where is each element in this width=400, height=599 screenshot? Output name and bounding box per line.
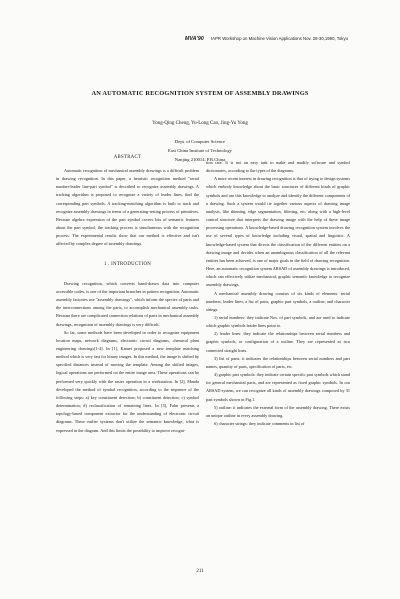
intro-paragraph-1: Drawing recognition, which converts hand-drawn data into computer accessible codes, is one of the important branches in pattern recognition. Automatic assembly factories use "assembly drawings", which inform the species of parts and the interconnections among the parts, to accomplish mechanical assembly tasks. Because there are complicated connection relations of parts in mechanical assembly drawings, recognition of assembly drawings is very difficult. xyxy=(56,280,199,327)
page-number: 211 xyxy=(196,569,204,574)
element-item-part-symbols: 4) graphic part symbols: they indicate certain specific part symbols which stand for general mechanical parts, and are represented as fixed graphic symbols. In our ARSAD system, we can recognize all kinds of assembly drawings composed by 31 part symbols shown in Fig.1. xyxy=(206,372,350,402)
right-paragraph-2: A mechanical assembly drawing consists of six kinds of elements: serial numbers, leader lines, a list of parts, graphic part symbols, a outline, and character strings. xyxy=(206,290,350,312)
running-header xyxy=(185,36,348,42)
abstract-text: Automatic recognition of mechanical assembly drawings is a difficult problem in drawing recognition. In this paper, a heuristic recognition method "serial number-leader line-part symbol" is described to recognize assembly drawings. A tracking algorithm is proposed to recognize a variety of leader lines, find the corresponding part symbols. A tracking-matching algorithm is built to track and recognize assembly drawings in terms of a generating-testing process of primitives. Because algebra expression of the part symbol covers lots of semantic features about the part symbol, the tracking process is simultaneous with the recognition process. The experimental results show that our method is effective and isn't affected by complex degree of assembly drawings. xyxy=(56,168,199,247)
right-paragraph-1: A more recent interest in drawing recognition is that of trying to design systems which embody knowledge about the basic structures of different kinds of graphic symbols and use this knowledge to analyze and identify the different components of a drawing. Such a system would tie together various aspects of drawing image analysis, like thinning, edge segmentation, filtering, etc. along with a high-level control structure that interprets the drawing image with the help of these image processing operations. A knowledge-based drawing recognition system involves the use of several types of knowledge including visual, spatial and linguistic. A knowledge-based system that directs the classification of the different entities on a drawing image and decides when an unambiguous classification of all the relevant entities has been achieved, is one of major goals in the field of drawing recognition. Here, an automatic recognition system ARSAD of assembly drawings is introduced, which can effectively utilize mechanical, graphic semantic knowledge to recognize assembly drawings. xyxy=(206,176,350,288)
intro-paragraph-2: So far, some methods have been developed in order to recognize equipment location maps, network diagrams, electronic circuit diagrams, chemical plant engineering drawings[1-4]. In [1], Kamei proposed a new template matching method which is very fast for binary images. In this method, the image is shifted by specified distances instead of moving the template. Among the shifted images, logical operations are performed on the entire image area. These operations can be performed very quickly with the raster operation in a workstation. In [2], Manda developed the method of symbol recognition, according to the sequence of the following steps: a) key constituent detection; b) constituent detection; c) symbol determination; d) reclassification of remaining lines. In [3], Fahn presents a topology-based component extractor for the understanding of electronic circuit diagrams. These earlier systems don't utilize the semantic knowledge, what is expressed in the diagram. And this limits the possibility to improve recogni- xyxy=(56,329,199,433)
affiliation-city: Nanjing 210014, P.R.China xyxy=(174,157,226,162)
element-item-outline: 5) outline: it indicates the external form of the assembly drawing. There exists an unique outline in every assembly drawing. xyxy=(206,404,350,418)
element-item-leader-lines: 2) leader lines: they indicate the relationships between serial numbers and graphic symbols, or configuration of a outline. They are represented as two connected straight lines. xyxy=(206,331,350,353)
abstract-heading: ABSTRACT xyxy=(113,155,142,160)
affiliation-dept: Dept. of Computer Science xyxy=(174,139,225,144)
element-item-character-strings: 6) character strings: they indicate comments in list of xyxy=(214,421,305,426)
conference-label: MVA'90 xyxy=(184,36,204,42)
element-item-serial-numbers: 1) serial numbers: they indicate Nos. of part symbols, and are used to indicate which graphic symbols leader lines point to. xyxy=(206,314,350,329)
right-column xyxy=(206,159,350,428)
right-paragraph-continued: tion rate. It is not an easy task to make and modify software and symbol dictionaries, according to the types of the diagrams. xyxy=(206,160,350,174)
workshop-info: IAPR Workshop on Machine Vision Applications Nov. 28-30,1990, Tokyo xyxy=(210,36,348,41)
paper-title: AN AUTOMATIC RECOGNITION SYSTEM OF ASSEMBLY DRAWINGS xyxy=(91,90,309,97)
left-column xyxy=(56,167,199,435)
element-item-list-of-parts: 3) list of parts: it indicates the relationships between serial numbers and part names, quantity of parts, specification of parts, etc. xyxy=(206,355,350,369)
affiliation-institute: East China Institute of Technology xyxy=(168,148,232,153)
author-list: Yong-Qing Cheng, Yu-Long Cao, Jing-Yu Yong xyxy=(152,121,248,126)
intro-heading: 1 . INTRODUCTION xyxy=(103,261,152,267)
